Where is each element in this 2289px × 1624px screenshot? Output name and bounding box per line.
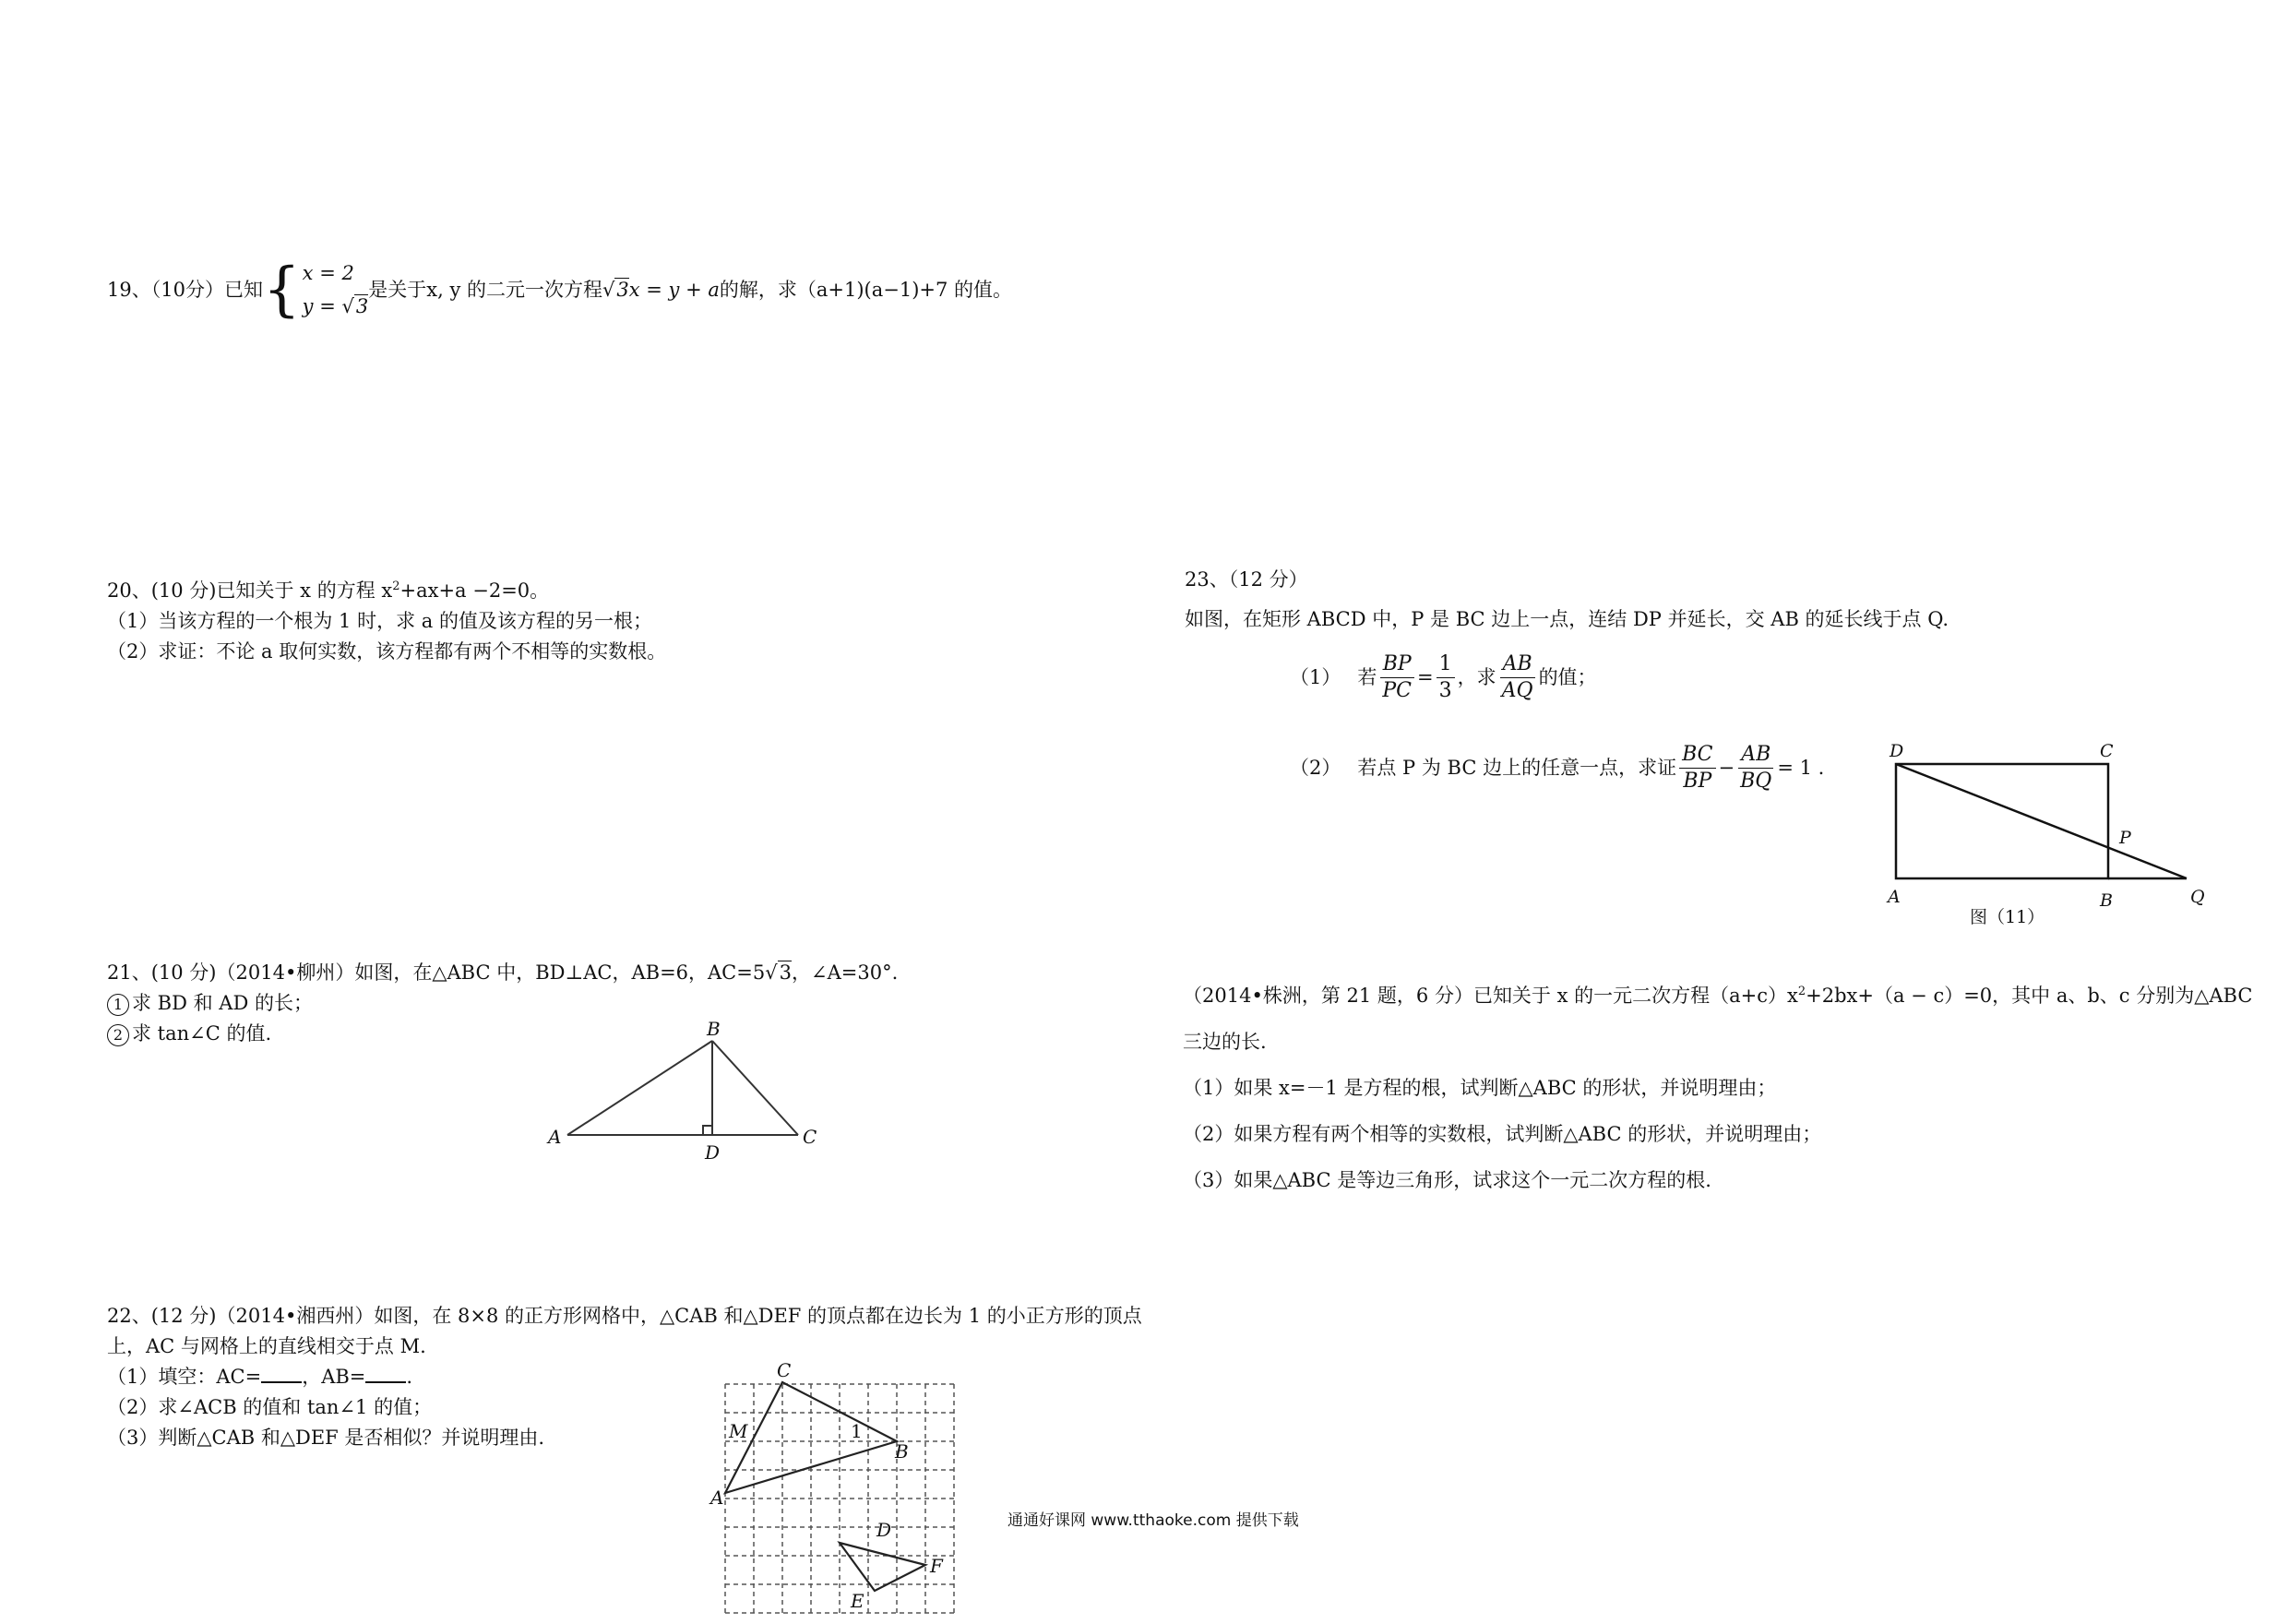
q19-equation: √3x = y + a	[602, 278, 720, 301]
question-23	[1185, 565, 1949, 635]
label-a: A	[710, 1487, 724, 1509]
segment-ab	[567, 1041, 712, 1135]
circled-number-2: 2	[107, 1024, 129, 1046]
label-e: E	[851, 1590, 864, 1612]
q22-part-3: （3）判断△CAB 和△DEF 是否相似？并说明理由.	[107, 1427, 545, 1449]
q22-grid-figure	[710, 1347, 987, 1624]
q23-part-2: （2） 若点 P 为 BC 边上的任意一点，求证 $\frac{BC}{BP}$ − $\frac{AB}{BQ}$ = 1 .	[1290, 743, 1825, 793]
label-d: D	[705, 1141, 721, 1164]
right-angle-mark	[703, 1126, 712, 1135]
q19-suffix: 的解，求（a+1)(a−1)+7 的值。	[719, 278, 1013, 301]
q24-part-1: （1）如果 x=－1 是方程的根，试判断△ABC 的形状，并说明理由；	[1183, 1077, 1777, 1099]
label-d: D	[876, 1519, 892, 1541]
label-c: C	[777, 1359, 792, 1381]
system-line-1: x = 2	[302, 262, 354, 284]
q24-line-1: （2014•株洲，第 21 题，6 分）已知关于 x 的一元二次方程$(a+c)x^2+2bx+(a - c)=0$，其中 a、b、c 分别为△ABC	[1183, 985, 2253, 1007]
q23-heading: 23、（12 分）	[1185, 568, 1308, 591]
brace-symbol: {	[262, 256, 301, 324]
fraction-one-third: $\frac{1}{3}$	[1437, 651, 1455, 704]
q20-part-1: （1）当该方程的一个根为 1 时，求 a 的值及该方程的另一根；	[107, 610, 652, 632]
fraction-ab-bq: $\frac{AB}{BQ}$	[1740, 743, 1772, 793]
q22-line-2: 上，AC 与网格上的直线相交于点 M.	[107, 1335, 426, 1357]
figure-caption: 图（11）	[1970, 907, 2045, 927]
system-line-2: y = √3	[302, 295, 369, 317]
q23-rectangle-figure	[1882, 738, 2233, 932]
fraction-ab-aq: $\frac{AB}{AQ}$	[1499, 651, 1536, 704]
q23-intro: 如图，在矩形 ABCD 中，P 是 BC 边上一点，连结 DP 并延长，交 AB 的延长线于点 Q.	[1185, 608, 1949, 630]
triangle-def	[840, 1543, 925, 1591]
question-24	[1183, 973, 2252, 1203]
label-a: A	[1888, 887, 1901, 907]
q22-part-2: （2）求∠ACB 的值和 tan∠1 的值；	[107, 1396, 433, 1418]
label-f: F	[930, 1555, 943, 1577]
q23-part-1: （1） 若 $\frac{BP}{PC}$ = $\frac{1}{3}$ ，求 $\frac{AB}{AQ}$ 的值；	[1290, 652, 1597, 702]
q24-part-3: （3）如果△ABC 是等边三角形，试求这个一元二次方程的根.	[1183, 1169, 1711, 1191]
answer-blank-ab	[365, 1365, 406, 1383]
segment-dq	[1896, 764, 2187, 878]
q24-line-2: 三边的长.	[1183, 1031, 1267, 1053]
q21-triangle-figure	[535, 1015, 840, 1163]
q22-line-1: 22、(12 分)（2014•湘西州）如图，在 8×8 的正方形网格中，△CAB 和△DEF 的顶点都在边长为 1 的小正方形的顶点	[107, 1305, 1142, 1327]
label-angle-1: 1	[851, 1420, 863, 1442]
equation-system	[263, 257, 368, 323]
label-d: D	[1890, 741, 1904, 761]
label-c: C	[803, 1126, 817, 1148]
label-b: B	[2100, 890, 2113, 911]
dashed-grid	[725, 1384, 954, 1615]
q19-prefix: 19、（10分）已知	[107, 278, 263, 301]
label-b: B	[707, 1018, 721, 1040]
label-a: A	[548, 1126, 562, 1148]
question-20	[107, 576, 666, 667]
label-p: P	[2119, 828, 2131, 848]
label-c: C	[2100, 741, 2114, 761]
q20-heading: 20、(10 分)已知关于 x 的方程 $x^2+ax+a -2=0$。	[107, 579, 550, 602]
q24-part-2: （2）如果方程有两个相等的实数根，试判断△ABC 的形状，并说明理由；	[1183, 1123, 1822, 1145]
fraction-bc-bp: $\frac{BC}{BP}$	[1679, 742, 1715, 794]
label-b: B	[895, 1440, 909, 1463]
label-q: Q	[2190, 887, 2205, 907]
segment-bc	[712, 1041, 798, 1135]
q21-heading: 21、(10 分)（2014•柳州）如图，在△ABC 中，BD⊥AC，AB=6，AC=5√3，∠A=30°.	[107, 961, 899, 984]
q19-mid: 是关于x, y 的二元一次方程	[368, 278, 602, 301]
circled-number-1: 1	[107, 994, 129, 1016]
footer-source: 通通好课网 www.tthaoke.com 提供下载	[1007, 1511, 1299, 1530]
label-m: M	[729, 1420, 748, 1442]
fraction-bp-pc: $\frac{BP}{PC}$	[1379, 651, 1414, 704]
rectangle-abcd	[1896, 764, 2108, 878]
question-19	[107, 257, 1012, 323]
q21-part-2: 2 求 tan∠C 的值.	[107, 1019, 898, 1049]
answer-blank-ac	[261, 1365, 302, 1383]
q21-part-1: 1 求 BD 和 AD 的长；	[107, 988, 898, 1019]
q22-part-1: （1）填空：AC= ，AB= .	[107, 1366, 413, 1388]
q20-part-2: （2）求证：不论 a 取何实数，该方程都有两个不相等的实数根。	[107, 640, 667, 663]
